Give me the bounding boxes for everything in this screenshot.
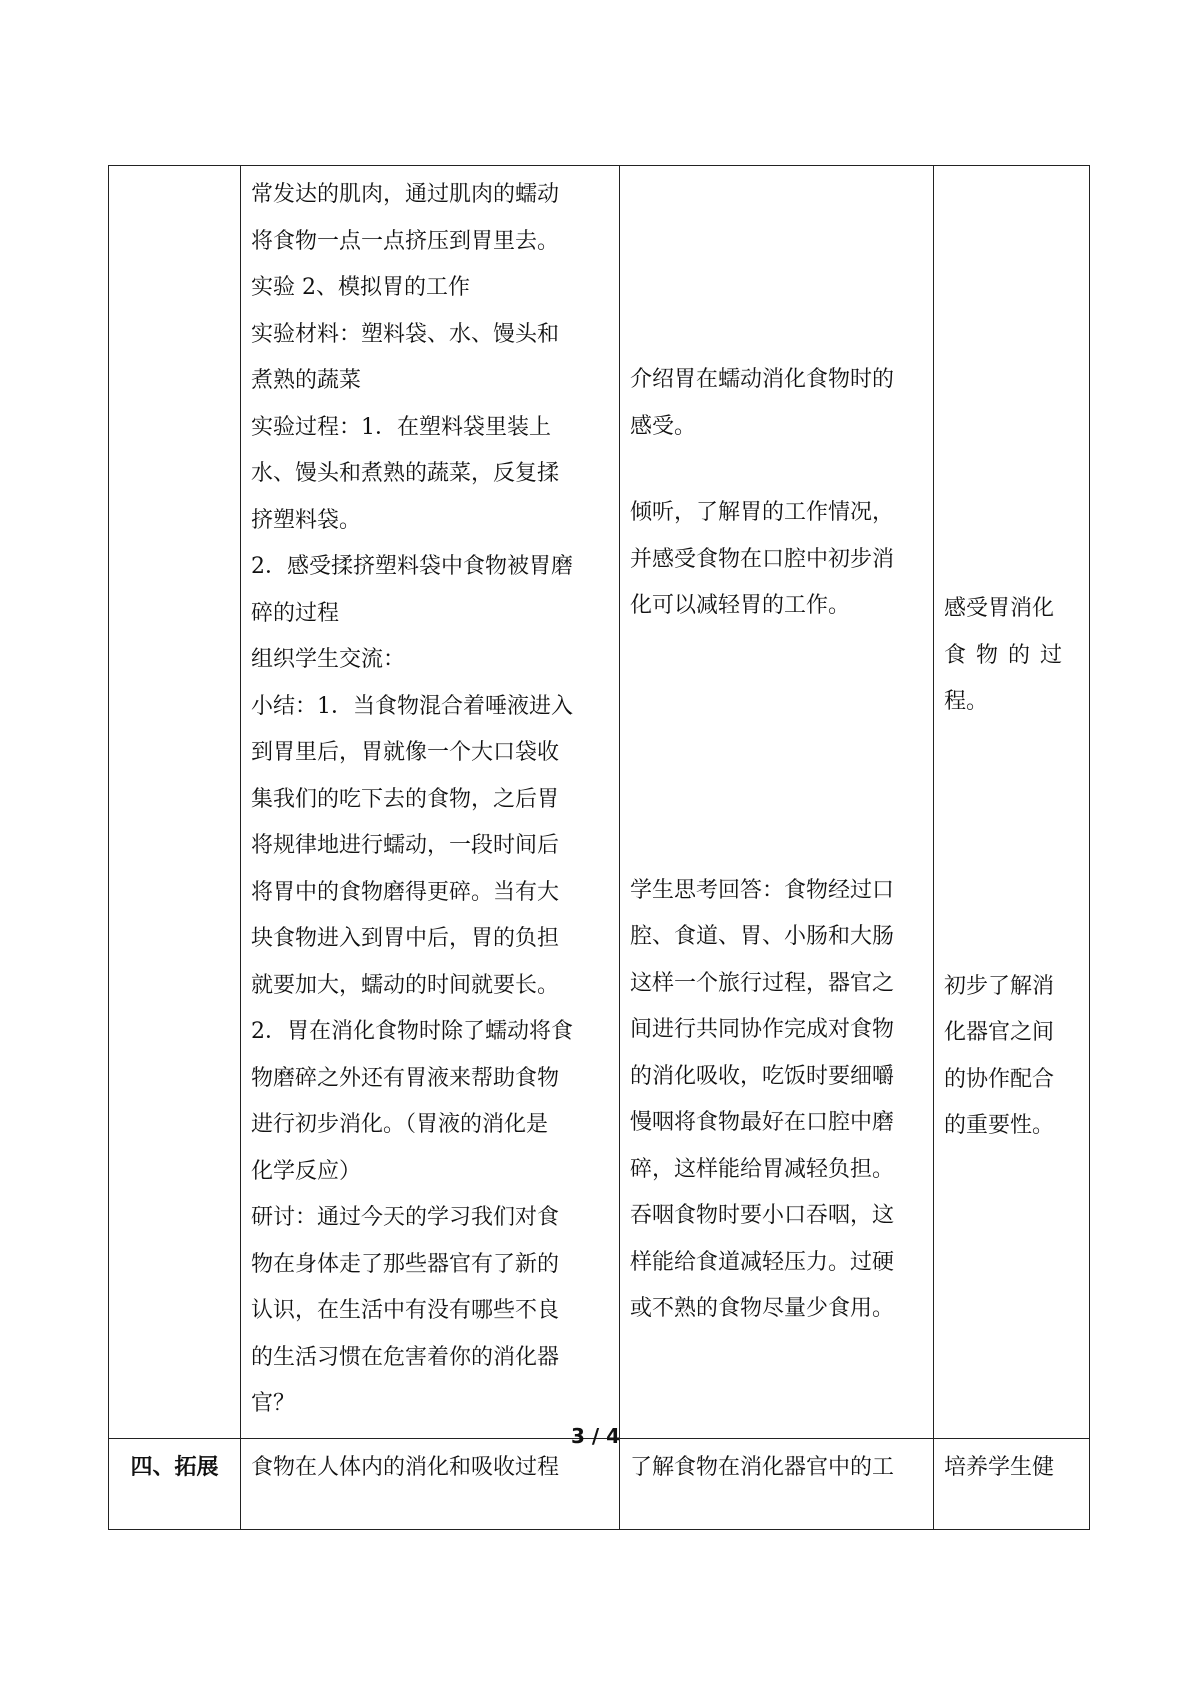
text-line: 就要加大，蠕动的时间就要长。 bbox=[251, 972, 560, 998]
text-line: 集我们的吃下去的食物，之后胃 bbox=[251, 786, 560, 812]
design-intent-block bbox=[944, 964, 1079, 1150]
text-line: 水、馒头和煮熟的蔬菜，反复揉 bbox=[251, 461, 560, 486]
text-line: 2．胃在消化食物时除了蠕动将食 bbox=[251, 1019, 573, 1044]
text-line: 碎的过程 bbox=[251, 600, 340, 626]
text-line: 实验 2、模拟胃的工作 bbox=[251, 275, 470, 300]
text-line: 样能给食道减轻压力。过硬 bbox=[630, 1249, 895, 1275]
lesson-plan-table bbox=[108, 165, 1090, 1530]
text-line: 碎，这样能给胃减轻负担。 bbox=[630, 1156, 895, 1182]
text-line: 将食物一点一点挤压到胃里去。 bbox=[251, 228, 560, 254]
text-line: 的重要性。 bbox=[944, 1113, 1055, 1138]
text-line: 物在身体走了那些器官有了新的 bbox=[251, 1251, 560, 1277]
text-line: 腔、食道、胃、小肠和大肠 bbox=[630, 924, 895, 949]
text-line: 感受。 bbox=[630, 413, 697, 439]
text-line: 的生活习惯在危害着你的消化器 bbox=[251, 1344, 560, 1370]
text-line: 2．感受揉挤塑料袋中食物被胃磨 bbox=[251, 554, 573, 579]
stage-cell bbox=[109, 166, 241, 1439]
text-line: 化学反应） bbox=[251, 1158, 362, 1184]
student-activity-cell bbox=[620, 166, 934, 1439]
text-line: 间进行共同协作完成对食物 bbox=[630, 1017, 895, 1042]
text-line: 组织学生交流： bbox=[251, 647, 406, 672]
text-line: 小结：1．当食物混合着唾液进入 bbox=[251, 693, 573, 719]
text-line: 进行初步消化。（胃液的消化是 bbox=[251, 1112, 549, 1137]
text-line: 煮熟的蔬菜 bbox=[251, 368, 362, 393]
text-line: 实验过程：1．在塑料袋里装上 bbox=[251, 414, 551, 440]
student-activity-block bbox=[630, 490, 923, 630]
student-activity-cell: 了解食物在消化器官中的工 bbox=[620, 1439, 934, 1530]
teacher-activity-cell bbox=[241, 166, 620, 1439]
table-row bbox=[109, 1439, 1090, 1530]
text-line: 慢咽将食物最好在口腔中磨 bbox=[630, 1110, 895, 1135]
text-line: 倾听，了解胃的工作情况， bbox=[630, 500, 895, 525]
text-line: 并感受食物在口腔中初步消 bbox=[630, 546, 895, 572]
text-line: 的协作配合 bbox=[944, 1066, 1055, 1092]
design-intent-block bbox=[944, 586, 1079, 726]
text-line: 的消化吸收，吃饭时要细嚼 bbox=[630, 1063, 895, 1089]
page-number: 3 / 4 bbox=[570, 1424, 621, 1448]
text-line: 程。 bbox=[944, 689, 989, 714]
text-line: 或不熟的食物尽量少食用。 bbox=[630, 1296, 895, 1321]
teacher-activity-cell: 食物在人体内的消化和吸收过程 bbox=[241, 1439, 620, 1530]
design-intent-cell bbox=[934, 166, 1090, 1439]
text-line: 官？ bbox=[251, 1391, 296, 1416]
text-line: 实验材料：塑料袋、水、馒头和 bbox=[251, 321, 560, 347]
text-line: 吞咽食物时要小口吞咽，这 bbox=[630, 1203, 895, 1228]
text-line: 这样一个旅行过程，器官之 bbox=[630, 970, 895, 996]
text-line: 将规律地进行蠕动，一段时间后 bbox=[251, 833, 560, 858]
text-line: 研讨：通过今天的学习我们对食 bbox=[251, 1205, 560, 1230]
text-line: 初步了解消 bbox=[944, 973, 1055, 999]
design-intent-cell: 培养学生健 bbox=[934, 1439, 1090, 1530]
student-activity-block bbox=[630, 357, 923, 450]
stage-cell: 四、拓展 bbox=[109, 1439, 241, 1530]
student-activity-block bbox=[630, 868, 923, 1333]
text-line: 将胃中的食物磨得更碎。当有大 bbox=[251, 879, 560, 905]
text-line: 食物的过 bbox=[944, 642, 1073, 668]
table-row bbox=[109, 166, 1090, 1439]
text-line: 到胃里后，胃就像一个大口袋收 bbox=[251, 740, 560, 765]
text-line: 学生思考回答：食物经过口 bbox=[630, 877, 895, 903]
text-line: 化器官之间 bbox=[944, 1020, 1055, 1045]
text-line: 化可以减轻胃的工作。 bbox=[630, 593, 851, 618]
text-line: 常发达的肌肉，通过肌肉的蠕动 bbox=[251, 182, 560, 207]
text-line: 感受胃消化 bbox=[944, 596, 1055, 621]
text-line: 块食物进入到胃中后，胃的负担 bbox=[251, 926, 560, 951]
text-line: 介绍胃在蠕动消化食物时的 bbox=[630, 367, 895, 392]
text-line: 认识，在生活中有没有哪些不良 bbox=[251, 1298, 560, 1323]
text-line: 挤塑料袋。 bbox=[251, 507, 362, 533]
text-line: 物磨碎之外还有胃液来帮助食物 bbox=[251, 1065, 560, 1091]
